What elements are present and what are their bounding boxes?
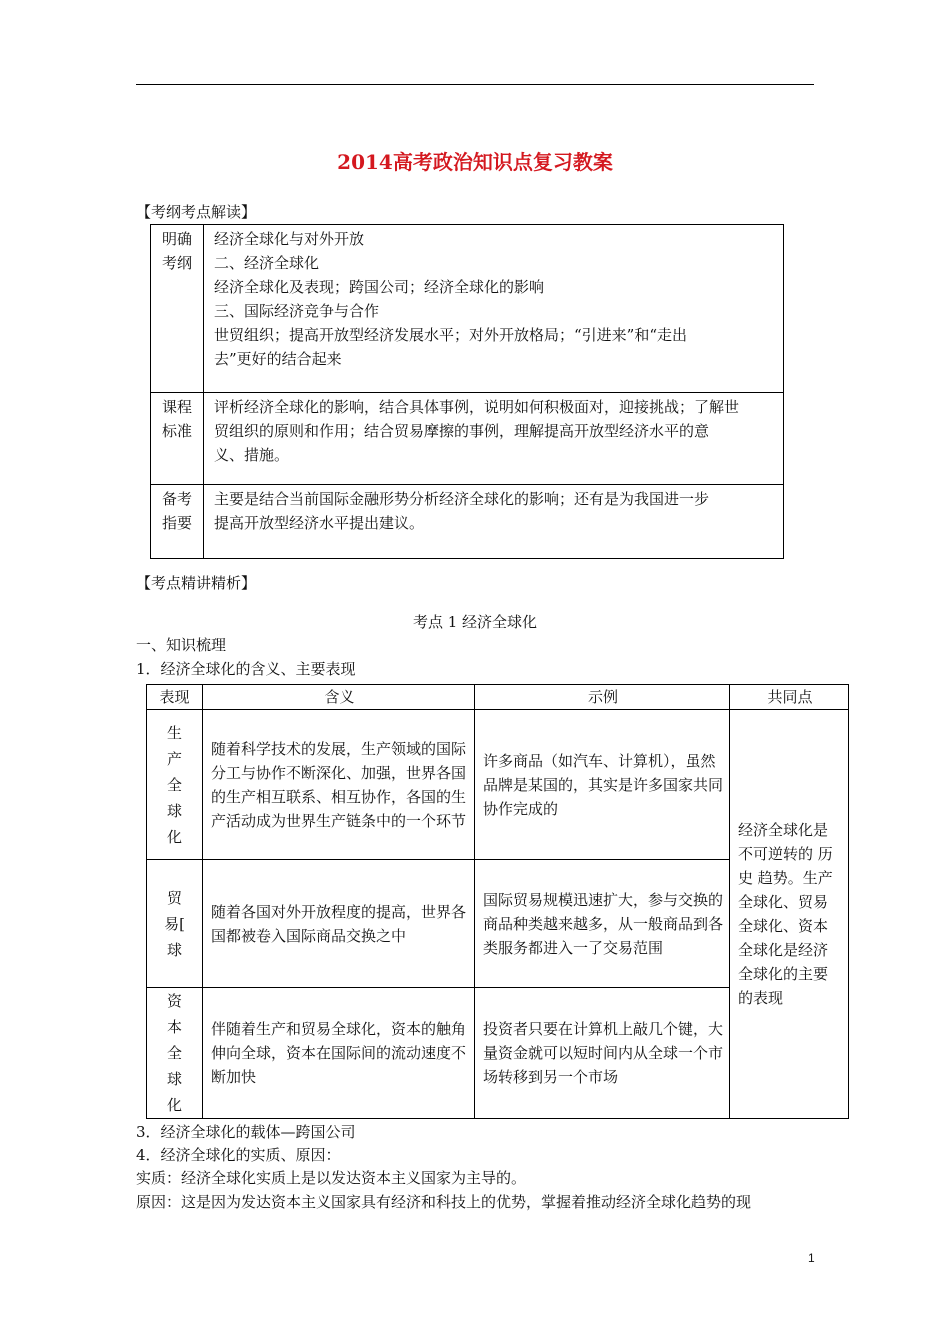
table-header-row xyxy=(147,685,849,710)
column-header: 含义 xyxy=(203,685,475,710)
meaning-cell: 随着科学技术的发展，生产领域的国际分工与协作不断深化、加强，世界各国的生产相互联系、相互协作，各国的生产活动成为世界生产链条中的一个环节 xyxy=(203,710,475,860)
outline-row-content: 经济全球化与对外开放 二、经济全球化 经济全球化及表现；跨国公司；经济全球化的影响 三、国际经济竞争与合作 世贸组织；提高开放型经济发展水平；对外开放格局；“引进来”和“走出 去”更好的结合起来 xyxy=(204,225,784,393)
subheading-definition: 1．经济全球化的含义、主要表现 xyxy=(136,660,356,678)
example-cell: 国际贸易规模迅速扩大，参与交换的商品种类越来越多，从一般商品到各类服务都进入一了交易范围 xyxy=(475,860,730,988)
meaning-cell: 随着各国对外开放程度的提高，世界各国都被卷入国际商品交换之中 xyxy=(203,860,475,988)
outline-row-label: 备考 指要 xyxy=(151,485,204,559)
outline-row xyxy=(151,485,784,559)
outline-row xyxy=(151,225,784,393)
globalization-table xyxy=(146,684,849,1119)
page-number: 1 xyxy=(808,1251,815,1265)
meaning-cell: 伴随着生产和贸易全球化，资本的触角伸向全球，资本在国际间的流动速度不断加快 xyxy=(203,988,475,1119)
example-cell: 投资者只要在计算机上敲几个键，大量资金就可以短时间内从全球一个市场转移到另一个市场 xyxy=(475,988,730,1119)
common-cell: 经济全球化是不可逆转的 历 史 趋势。生产全球化、贸易全球化、资本全球化是经济全球化的主要的表现 xyxy=(730,710,849,1119)
outline-table xyxy=(150,224,784,559)
column-header: 表现 xyxy=(147,685,203,710)
outline-row xyxy=(151,393,784,485)
outline-row-content: 评析经济全球化的影响，结合具体事例，说明如何积极面对，迎接挑战；了解世 贸组织的原则和作用；结合贸易摩擦的事例，理解提高开放型经济水平的意 义、措施。 xyxy=(204,393,784,485)
subheading-knowledge: 一、知识梳理 xyxy=(136,636,227,654)
row-label: 资 本 全 球 化 xyxy=(147,988,203,1119)
column-header: 示例 xyxy=(475,685,730,710)
paragraph-line: 原因：这是因为发达资本主义国家具有经济和科技上的优势，掌握着推动经济全球化趋势的现 xyxy=(136,1193,752,1211)
section-heading-outline: 【考纲考点解读】 xyxy=(136,203,257,221)
outline-row-label: 明确 考纲 xyxy=(151,225,204,393)
topic-heading: 考点 1 经济全球化 xyxy=(412,613,538,631)
column-header: 共同点 xyxy=(730,685,849,710)
paragraph-line: 4．经济全球化的实质、原因： xyxy=(136,1146,341,1164)
table-row xyxy=(147,710,849,860)
row-label: 生 产 全 球 化 xyxy=(147,710,203,860)
paragraph-line: 实质：经济全球化实质上是以发达资本主义国家为主导的。 xyxy=(136,1169,527,1187)
outline-row-content: 主要是结合当前国际金融形势分析经济全球化的影响；还有是为我国进一步 提高开放型经济水平提出建议。 xyxy=(204,485,784,559)
row-label: 贸 易[ 球 xyxy=(147,860,203,988)
document-title: 2014高考政治知识点复习教案 xyxy=(337,150,613,174)
outline-row-label: 课程 标准 xyxy=(151,393,204,485)
header-rule xyxy=(136,84,814,85)
section-heading-analysis: 【考点精讲精析】 xyxy=(136,574,257,592)
example-cell: 许多商品（如汽车、计算机），虽然品牌是某国的，其实是许多国家共同协作完成的 xyxy=(475,710,730,860)
paragraph-line: 3．经济全球化的载体—跨国公司 xyxy=(136,1123,356,1141)
